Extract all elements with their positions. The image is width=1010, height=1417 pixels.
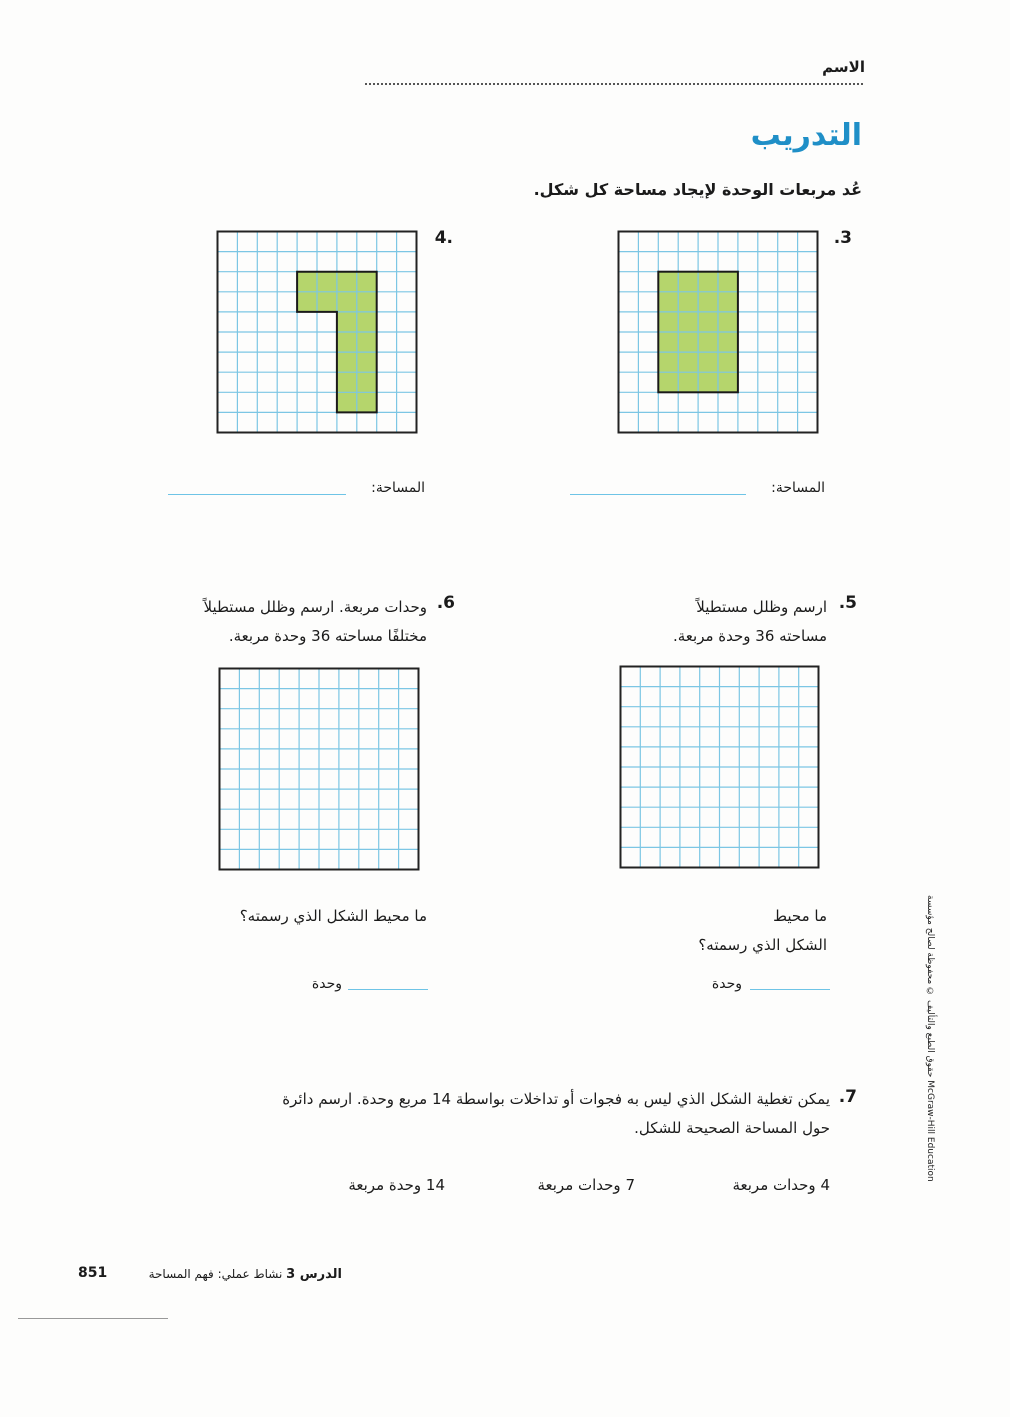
name-label: الاسم (822, 58, 865, 76)
lesson-footer (120, 1267, 342, 1282)
question-7-line-1: يمكن تغطية الشكل الذي ليس به فجوات أو تداخلات بواسطة 14 مربع وحدة. ارسم دائرة (282, 1090, 830, 1108)
question-4-number: .4 (434, 228, 453, 248)
lesson-number: الدرس 3 (286, 1267, 342, 1282)
question-6-unit: وحدة (311, 976, 342, 992)
question-6-perimeter-question: ما محيط الشكل الذي رسمته؟ (239, 907, 427, 925)
question-5-text (673, 593, 827, 651)
question-7-option-2[interactable]: 7 وحدات مربعة (537, 1176, 635, 1194)
question-5-number: 5. (838, 593, 857, 613)
question-5-answer-line[interactable] (750, 989, 830, 990)
question-6-line-1: وحدات مربعة. ارسم وظلل مستطيلاً (203, 598, 427, 616)
page-number: 851 (78, 1265, 108, 1281)
question-4-answer-line[interactable] (168, 494, 346, 495)
question-6-line-2: مختلفًا مساحته 36 وحدة مربعة. (228, 627, 427, 645)
question-7-line-2: حول المساحة الصحيحة للشكل. (634, 1119, 830, 1137)
instruction: عُد مربعات الوحدة لإيجاد مساحة كل شكل. (533, 180, 862, 199)
question-6-answer-line[interactable] (348, 989, 428, 990)
question-5-perimeter-line-2: الشكل الذي رسمته؟ (698, 936, 827, 954)
question-3-area-label: المساحة: (771, 480, 825, 496)
lesson-title: نشاط عملي: فهم المساحة (148, 1267, 283, 1281)
question-5-perimeter-line-1: ما محيط (773, 907, 827, 925)
question-3-answer-line[interactable] (570, 494, 746, 495)
question-7-option-1[interactable]: 4 وحدات مربعة (732, 1176, 830, 1194)
question-5-unit: وحدة (711, 976, 742, 992)
question-6-text (204, 593, 427, 651)
question-6-number: 6. (436, 593, 455, 613)
question-6-grid[interactable] (218, 667, 420, 871)
question-4-grid (216, 230, 418, 434)
question-3-number: 3. (833, 228, 852, 248)
question-7-option-3[interactable]: 14 وحدة مربعة (348, 1176, 445, 1194)
question-5-perimeter-question (698, 902, 827, 960)
copyright-credit: حقوق الطبع والتأليف © محفوظة لصالح مؤسسة McGraw-Hill Education (925, 895, 935, 1182)
footer-rule (18, 1318, 168, 1319)
question-4-area-label: المساحة: (371, 480, 425, 496)
question-7-text (110, 1085, 830, 1143)
question-5-line-1: ارسم وظلل مستطيلاً (696, 598, 827, 616)
name-line (365, 83, 863, 85)
question-3-grid (617, 230, 819, 434)
question-5-grid[interactable] (619, 665, 820, 869)
question-7-number: 7. (838, 1087, 857, 1107)
question-5-line-2: مساحته 36 وحدة مربعة. (672, 627, 827, 645)
page-title: التدريب (750, 118, 862, 153)
